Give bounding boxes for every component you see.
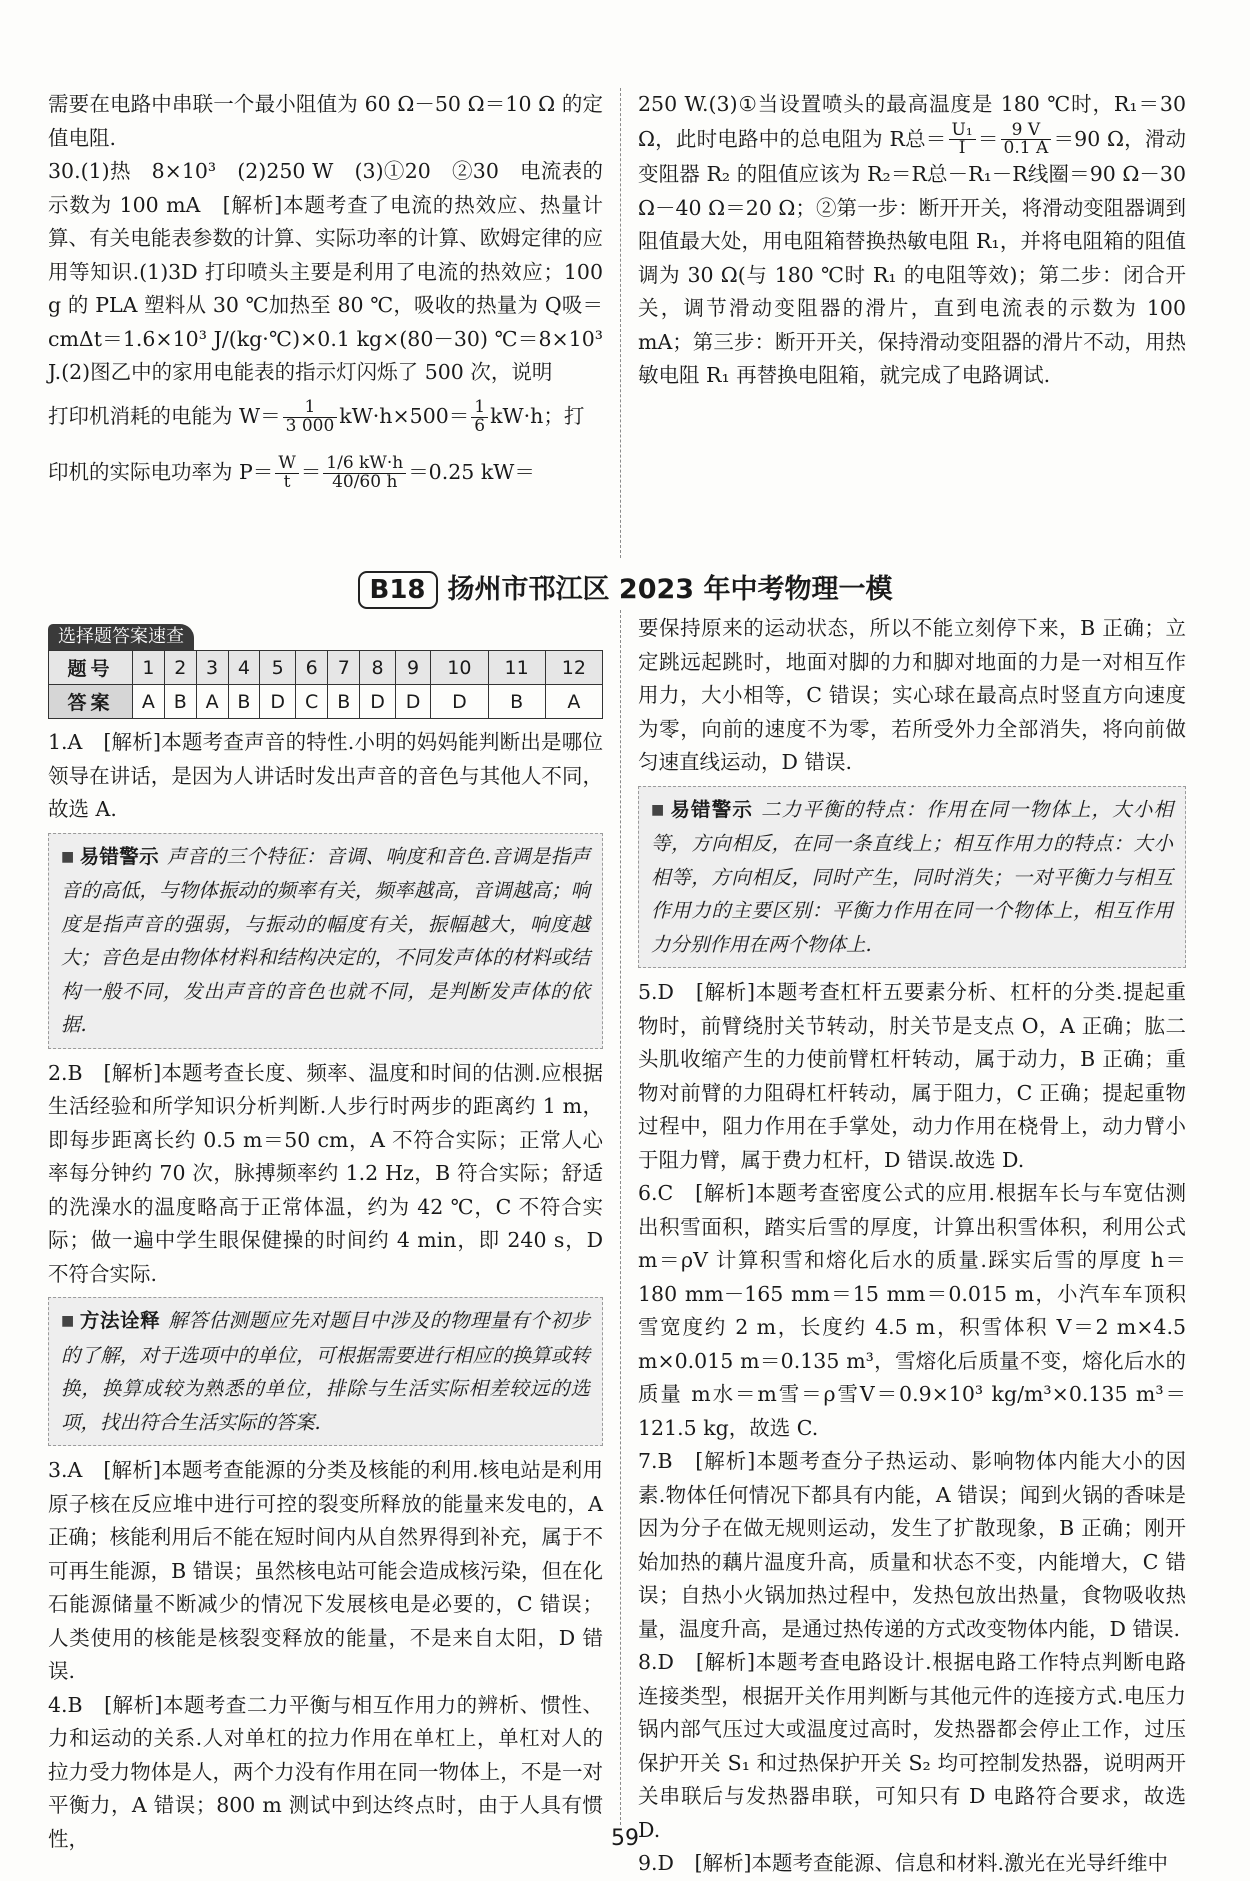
text-segment: ＝ — [977, 126, 999, 151]
callout-title: ■ 方法诠释 — [61, 1309, 160, 1332]
fraction-numerator: 9 V — [1001, 122, 1052, 141]
fraction — [949, 119, 976, 159]
table-cell: B — [228, 685, 260, 719]
table-cell: 8 — [360, 651, 396, 685]
compound-fraction — [323, 452, 406, 492]
table-cell: B — [488, 685, 545, 719]
callout-text: 二力平衡的特点：作用在同一物体上，大小相等，方向相反，在同一条直线上；相互作用力的特点：大小相等，方向相反，同时产生，同时消失；一对平衡力与相互作用力的主要区别：平衡力作用在同一个物体上，相互作用力分别作用在两个物体上. — [651, 797, 1173, 956]
answer-q9: 9.D [解析]本题考查能源、信息和材料.激光在光导纤维中 — [638, 1851, 1169, 1875]
table-row-answers — [49, 685, 603, 719]
table-cell: B — [328, 685, 360, 719]
text-segment: 250 W.(3)①当设置喷头的最高温度是 180 ℃时，R₁＝30 Ω，此时电路中的总电阻为 R总＝ — [638, 92, 1186, 151]
fraction-denominator: t — [283, 471, 291, 492]
row-label-answer: 答案 — [49, 685, 133, 719]
fraction-numerator: 1 — [283, 399, 338, 418]
paragraph-energy-formula — [48, 394, 603, 438]
text-segment: ＝0.25 kW＝ — [408, 459, 535, 484]
table-cell: 3 — [196, 651, 228, 685]
table-cell: 2 — [164, 651, 196, 685]
text-segment: 印机的实际电功率为 P＝ — [48, 459, 274, 484]
section-header — [0, 570, 1250, 610]
answer-q7: 7.B [解析]本题考查分子热运动、影响物体内能大小的因素.物体任何情况下都具有内能，A 错误；闻到火锅的香味是因为分子在做无规则运动，发生了扩散现象，B 正确；刚开始加热的藕片温度升高，质量和状态不变，内能增大，C 错误；自热小火锅加热过程中，发热包放出热量，食物吸收热量，温度升高，是通过热传递的方式改变物体内能，D 错误. — [638, 1449, 1186, 1641]
page-number: 59 — [611, 1826, 639, 1851]
text-segment: ＝ — [300, 459, 322, 484]
table-cell: D — [360, 685, 396, 719]
table-cell: C — [295, 685, 327, 719]
answer-q8: 8.D [解析]本题考查电路设计.根据电路工作特点判断电路连接类型，根据开关作用判断与其他元件的连接方式.电压力锅内部气压过大或温度过高时，发热器都会停止工作，过压保护开关 S₁ 和过热保护开关 S₂ 均可控制发热器，说明两开关串联后与发热器串联，可知只有 D 电路符合要求，故选 D. — [638, 1650, 1186, 1842]
fraction-numerator: 1 — [471, 399, 488, 418]
text-segment: kW·h；打 — [490, 403, 585, 428]
table-cell: A — [133, 685, 165, 719]
table-cell: D — [260, 685, 296, 719]
fraction-numerator: W — [275, 455, 298, 474]
answer-quick-check — [48, 624, 603, 719]
table-row-numbers — [49, 651, 603, 685]
callout-common-mistake — [48, 833, 603, 1049]
section-badge: B18 — [358, 571, 438, 609]
table-cell: 11 — [488, 651, 545, 685]
text-segment: kW·h×500＝ — [339, 403, 470, 428]
answer-q3: 3.A [解析]本题考查能源的分类及核能的利用.核电站是利用原子核在反应堆中进行可控的裂变所释放的能量来发电的，A 正确；核能利用后不能在短时间内从自然界得到补充，属于不可再生能源，B 错误；虽然核电站可能会造成核污染，但在化石能源储量不断减少的情况下发展核电是必要的，C 错误；人类使用的核能是核裂变释放的能量，不是来自太阳，D 错误. — [48, 1458, 603, 1683]
fraction-denominator: 6 — [474, 415, 486, 436]
row-label-number: 题号 — [49, 651, 133, 685]
answer-q1: 1.A [解析]本题考查声音的特性.小明的妈妈能判断出是哪位领导在讲话，是因为人讲话时发出声音的音色与其他人不同，故选 A. — [48, 730, 603, 821]
table-cell: 7 — [328, 651, 360, 685]
fraction — [275, 452, 298, 492]
fraction — [1001, 119, 1052, 159]
answer-q5: 5.D [解析]本题考查杠杆五要素分析、杠杆的分类.提起重物时，前臂绕肘关节转动，肘关节是支点 O，A 正确；肱二头肌收缩产生的力使前臂杠杆转动，属于动力，B 正确；重物对前臂的力阻碍杠杆转动，属于阻力，C 正确；提起重物过程中，阻力作用在手掌处，动力作用在桡骨上，动力臂小于阻力臂，属于费力杠杆，D 错误.故选 D. — [638, 980, 1186, 1172]
table-cell: 5 — [260, 651, 296, 685]
right-bottom-column — [638, 612, 1186, 1881]
callout-common-mistake — [638, 786, 1186, 969]
text-segment: ＝90 Ω，滑动变阻器 R₂ 的阻值应该为 R₂＝R总－R₁－R线圈＝90 Ω－30 Ω－40 Ω＝20 Ω；②第一步：断开开关，将滑动变阻器调到阻值最大处，用电阻箱替换热敏电阻 R₁，并将电阻箱的阻值调为 30 Ω(与 180 ℃时 R₁ 的电阻等效)；第二步：闭合开关，调节滑动变阻器的滑片，直到电流表的示数为 100 mA；第三步：断开开关，保持滑动变阻器的滑片不动，用热敏电阻 R₁ 再替换电阻箱，就完成了电路调试. — [638, 126, 1187, 388]
answer-q6: 6.C [解析]本题考查密度公式的应用.根据车长与车宽估测出积雪面积，踏实后雪的厚度，计算出积雪体积，利用公式 m＝ρV 计算积雪和熔化后水的质量.踩实后雪的厚度 h＝180 mm－165 mm＝15 mm＝0.015 m，小汽车车顶积雪宽度约 2 m，长度约 4.5 m，积雪体积 V＝2 m×4.5 m×0.015 m＝0.135 m³，雪熔化后质量不变，熔化后水的质量 m水＝m雪＝ρ雪V＝0.9×10³ kg/m³×0.135 m³＝121.5 kg，故选 C. — [638, 1181, 1186, 1440]
callout-text: 声音的三个特征：音调、响度和音色.音调是指声音的高低，与物体振动的频率有关，频率越高，音调越高；响度是指声音的强弱，与振动的幅度有关，振幅越大，响度越大；音色是由物体材料和结构决定的，不同发声体的材料或结构一般不同，发出声音的音色也就不同，是判断发声体的依据. — [61, 844, 590, 1036]
right-top-column — [638, 88, 1186, 393]
callout-method — [48, 1297, 603, 1446]
callout-title: ■ 易错警示 — [61, 845, 159, 868]
left-bottom-column — [48, 726, 603, 1856]
table-cell: A — [545, 685, 602, 719]
table-cell: D — [431, 685, 488, 719]
fraction-numerator: U₁ — [949, 122, 976, 141]
answer-q4: 4.B [解析]本题考查二力平衡与相互作用力的辨析、惯性、力和运动的关系.人对单杠的拉力作用在单杠上，单杠对人的拉力受力物体是人，两个力没有作用在同一物体上，不是一对平衡力，A 错误；800 m 测试中到达终点时，由于人具有惯性， — [48, 1692, 603, 1851]
table-cell: A — [196, 685, 228, 719]
table-cell: 9 — [395, 651, 431, 685]
text-segment: 打印机消耗的电能为 W＝ — [48, 403, 281, 428]
answer-table — [48, 650, 603, 719]
table-cell: 6 — [295, 651, 327, 685]
fraction — [471, 396, 488, 436]
left-top-column — [48, 88, 603, 506]
fraction — [283, 396, 338, 436]
paragraph-q29-end: 需要在电路中串联一个最小阻值为 60 Ω－50 Ω＝10 Ω 的定值电阻. — [48, 92, 603, 150]
table-cell: 10 — [431, 651, 488, 685]
answer-q4-cont: 要保持原来的运动状态，所以不能立刻停下来，B 正确；立定跳远起跳时，地面对脚的力和脚对地面的力是一对相互作用力，大小相等，C 错误；实心球在最高点时竖直方向速度为零，向前的速度不为零，若所受外力全部消失，将向前做匀速直线运动，D 错误. — [638, 616, 1186, 774]
table-cell: 1 — [133, 651, 165, 685]
column-divider-top — [620, 88, 621, 558]
table-cell: 12 — [545, 651, 602, 685]
paragraph-power-formula — [48, 442, 603, 502]
table-cell: D — [395, 685, 431, 719]
fraction-denominator: 40/60 h — [332, 471, 398, 492]
answer-table-caption: 选择题答案速查 — [48, 624, 194, 650]
paragraph-q30: 30.(1)热 8×10³ (2)250 W (3)①20 ②30 电流表的示数为 100 mA [解析]本题考查了电流的热效应、热量计算、有关电能表参数的计算、实际功率的计算、欧姆定律的应用等知识.(1)3D 打印喷头主要是利用了电流的热效应；100 g 的 PLA 塑料从 30 ℃加热至 80 ℃，吸收的热量为 Q吸＝cmΔt＝1.6×10³ J/(kg·℃)×0.1 kg×(80－30) ℃＝8×10³ J.(2)图乙中的家用电能表的指示灯闪烁了 500 次，说明 — [48, 159, 603, 384]
fraction-numerator: 1/6 kW·h — [323, 455, 406, 474]
column-divider-bottom — [620, 610, 621, 1825]
callout-text: 解答估测题应先对题目中涉及的物理量有个初步的了解，对于选项中的单位，可根据需要进行相应的换算或转换，换算成较为熟悉的单位，排除与生活实际相差较远的选项，找出符合生活实际的答案. — [61, 1309, 590, 1434]
section-title: 扬州市邗江区 2023 年中考物理一模 — [447, 574, 893, 605]
table-cell: B — [164, 685, 196, 719]
answer-q2: 2.B [解析]本题考查长度、频率、温度和时间的估测.应根据生活经验和所学知识分析判断.人步行时两步的距离约 1 m，即每步距离长约 0.5 m＝50 cm，A 不符合实际；正常人心率每分钟约 70 次，脉搏频率约 1.2 Hz，B 符合实际；舒适的洗澡水的温度略高于正常体温，约为 42 ℃，C 不符合实际；做一遍中学生眼保健操的时间约 4 min，即 240 s，D 不符合实际. — [48, 1060, 603, 1286]
table-cell: 4 — [228, 651, 260, 685]
fraction-denominator: 0.1 A — [1003, 138, 1049, 159]
fraction-denominator: 3 000 — [285, 415, 335, 436]
fraction-denominator: I — [958, 138, 966, 159]
paragraph-q30-cont — [638, 88, 1186, 393]
callout-title: ■ 易错警示 — [651, 798, 753, 821]
